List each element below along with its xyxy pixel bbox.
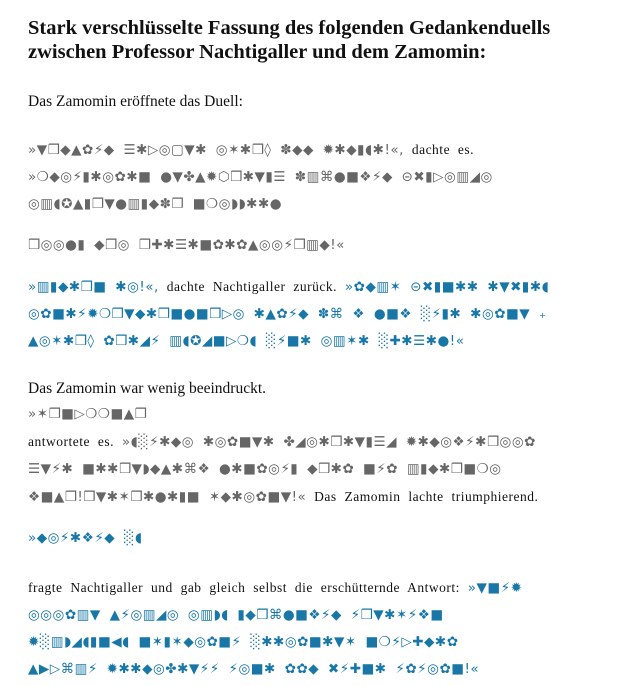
cipher-text: ◎✿■✱⚡✹❍❒▼◆✱❒■●■❒▷◎ ✱▲✿⚡◆ ✽⌘ ❖ ●■❖ ░⚡▮✱ ✱◎✿■▼ ₊ bbox=[28, 306, 547, 322]
cipher-text: »▼❒◆▲✿⚡◆ ☰✱▷◎▢▼✱ ◎✶✱❒◊ ✽◆◆ ✹✱◆▮◖✱!«, bbox=[28, 142, 404, 158]
cipher-text: ✹░▥◗◢◖▮■◀◖ ■✶▮✶◆◎✿■⚡ ░✱✱◎✿■✱▼✶ ■❍⚡▷✚◆✱✿ bbox=[28, 634, 459, 650]
cipher-text: ◎▥◖✪▲▮❒▼●▥▮◆✽❒ ■❍◎◗◗✱✱● bbox=[28, 196, 283, 212]
cipher-text: »▼■⚡✹ bbox=[467, 580, 523, 596]
narration-paragraph: Das Zamomin war wenig beeindruckt. bbox=[28, 380, 267, 397]
cipher-text: ❒◎◎●▮ ◆❒◎ ❒✚✱☰✱■✿✱✿▲◎◎⚡❒▥◆!« bbox=[28, 237, 345, 253]
cipher-block-zamomin-3 bbox=[28, 401, 584, 511]
cipher-text: »✶❒■▷❍❍■▲❒ bbox=[28, 406, 148, 422]
narration-text: Das Zamomin lachte triumphierend. bbox=[306, 489, 539, 504]
cipher-block-nachtigaller-3 bbox=[28, 574, 584, 683]
page-title: Stark verschlüsselte Fassung des folgenden Gedankenduells zwischen Professor Nachtigaller und dem Zamomin: bbox=[28, 17, 551, 63]
cipher-text: ◎◎◎✿▥▼ ▲⚡◎▥◢◎ ◎▥◗◖ ▮◆❒⌘●■❖⚡◆ ⚡❒▼✱✶⚡❖■ bbox=[28, 607, 444, 623]
cipher-text: ☰▼⚡✱ ■✱✱❒▼◗◆▲✱⌘❖ ●✱■✿◎⚡▮ ◆❒✱✿ ■⚡✿ ▥▮◆✱❒■❍◎ bbox=[28, 461, 502, 477]
cipher-text: »◆◎⚡✱❖⚡◆ ░◖ bbox=[28, 530, 143, 546]
cipher-text: ▲▶▷⌘▥⚡ ✹✱✱◆◎✤✱▼⚡⚡ ⚡◎■✱ ✿✿◆ ✖⚡✚■✱ ⚡✿⚡◎✿■!« bbox=[28, 661, 480, 677]
narration-text: antwortete es. bbox=[28, 434, 122, 449]
narration-text: fragte Nachtigaller und gab gleich selbst die erschütternde Antwort: bbox=[28, 580, 468, 595]
narration-text: dachte es. bbox=[403, 142, 475, 157]
cipher-text: »▥▮◆✱❒■ ✱◎!«, bbox=[28, 279, 159, 295]
cipher-block-nachtigaller-1 bbox=[28, 273, 584, 355]
cipher-block-zamomin-2 bbox=[28, 232, 584, 259]
cipher-text: »❍◆◎⚡▮✱◎✿✱■ ●▼✤▲✹⬡❒✱▼▮☰ ✽▥⌘●■❖⚡◆ ⊝✖▮▷◎▥◢◎ bbox=[28, 169, 493, 185]
cipher-block-zamomin-1 bbox=[28, 136, 584, 218]
cipher-text: »✿◆▥✶ ⊝✖▮■✱✱ ✱▼✖▮✱◖ bbox=[344, 279, 550, 295]
intro-paragraph: Das Zamomin eröffnete das Duell: bbox=[28, 93, 243, 110]
cipher-text: »◖░⚡✱◆◎ ✱◎✿■▼✱ ✤◢◎✱❒✱▼▮☰◢ ✹✱◆◎❖⚡✱❒◎◎✿ bbox=[121, 434, 536, 450]
cipher-text: ❖■▲❒!❒▼✱✶❒✱●✱▮■ ✶◆✱◎✿■▼!« bbox=[28, 489, 307, 505]
document bbox=[28, 16, 584, 683]
cipher-block-nachtigaller-2 bbox=[28, 525, 584, 552]
narration-text: dachte Nachtigaller zurück. bbox=[158, 279, 345, 294]
cipher-text: ▲◎✶✱❒◊ ✿❒✱◢⚡ ▥◖✪◢■▷❍◖ ░⚡■✱ ◎▥✶✱ ░✚✱☰✱●!« bbox=[28, 333, 465, 349]
